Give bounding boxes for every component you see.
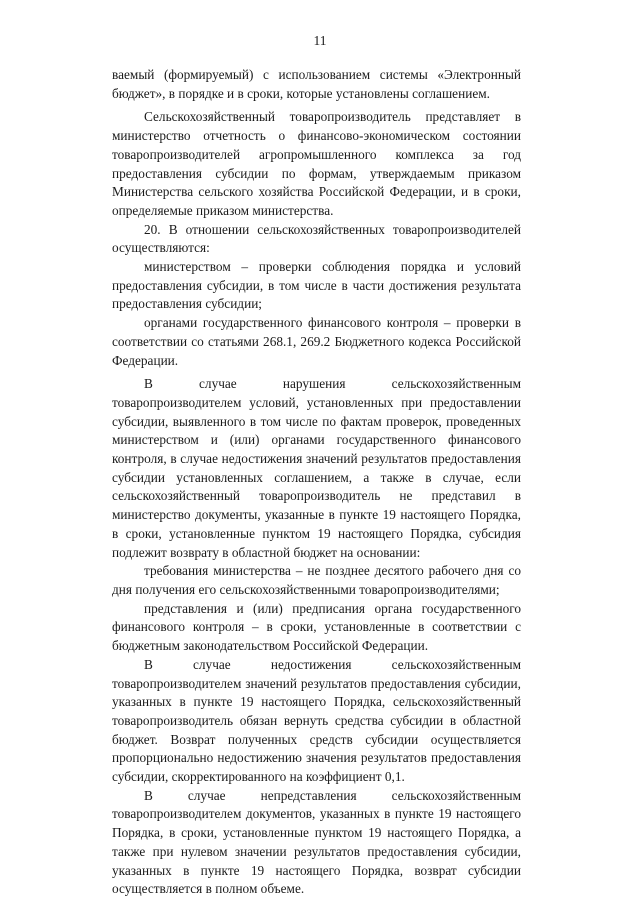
- paragraph-continuation: ваемый (формируемый) с использованием системы «Электронный бюджет», в порядке и в сроки, которые установлены соглашением.: [112, 67, 521, 101]
- paragraph-non-submission: В случае непредставления сельскохозяйственным товаропроизводителем документов, указанных в пункте 19 настоящего Порядка, в сроки, установленные пунктом 19 настоящего Порядка, а также при нулевом значении результатов предоставления субсидии, указанных в пункте 19 настоящего Порядка, возврат субсидии осуществляется в полном объеме.: [112, 787, 521, 897]
- paragraph-violation: В случае нарушения сельскохозяйственным товаропроизводителем условий, установленных при предоставлении субсидии, выявленного в том числе по фактам проверок, проведенных министерством и (или) органами государственного финансового контроля, в случае недостижения значений результатов предоставления субсидии установленных соглашением, а также в случае, если сельскохозяйственный товаропроизводитель не представил в министерство документы, указанные в пункте 19 настоящего Порядка, в сроки, установленные пунктом 19 настоящего Порядка, субсидия подлежит возврату в областной бюджет на основании:: [112, 376, 521, 560]
- document-body: [112, 66, 521, 899]
- paragraph-ministry-demand: требования министерства – не позднее десятого рабочего дня со дня получения его сельскохозяйственными товаропроизводителями;: [112, 563, 521, 597]
- paragraph-reporting: Сельскохозяйственный товаропроизводитель представляет в министерство отчетность о финансово-экономическом состоянии товаропроизводителей агропромышленного комплекса за год предоставления субсидии по формам, утверждаемым приказом Министерства сельского хозяйства Российской Федерации, и в сроки, определяемые приказом министерства.: [112, 109, 521, 218]
- paragraph-non-achievement: В случае недостижения сельскохозяйственным товаропроизводителем значений результатов предоставления субсидии, указанных в пункте 19 настоящего Порядка, сельскохозяйственный товаропроизводитель обязан вернуть средства субсидии в областной бюджет. Возврат полученных средств субсидии осуществляется пропорционально недостижению значения результатов предоставления субсидии, скорректированного на коэффициент 0,1.: [112, 656, 521, 785]
- paragraph-control-order: представления и (или) предписания органа государственного финансового контроля – в сроки, установленные в соответствии с бюджетным законодательством Российской Федерации.: [112, 600, 521, 654]
- paragraph-item-20: 20. В отношении сельскохозяйственных товаропроизводителей осуществляются:: [112, 221, 521, 256]
- page-number: 11: [313, 33, 327, 48]
- paragraph-financial-control: органами государственного финансового контроля – проверки в соответствии со статьями 268.1, 269.2 Бюджетного кодекса Российской Федерации.: [112, 315, 521, 368]
- paragraph-ministry-checks: министерством – проверки соблюдения порядка и условий предоставления субсидии, в том числе в части достижения результата предоставления субсидии;: [112, 259, 521, 312]
